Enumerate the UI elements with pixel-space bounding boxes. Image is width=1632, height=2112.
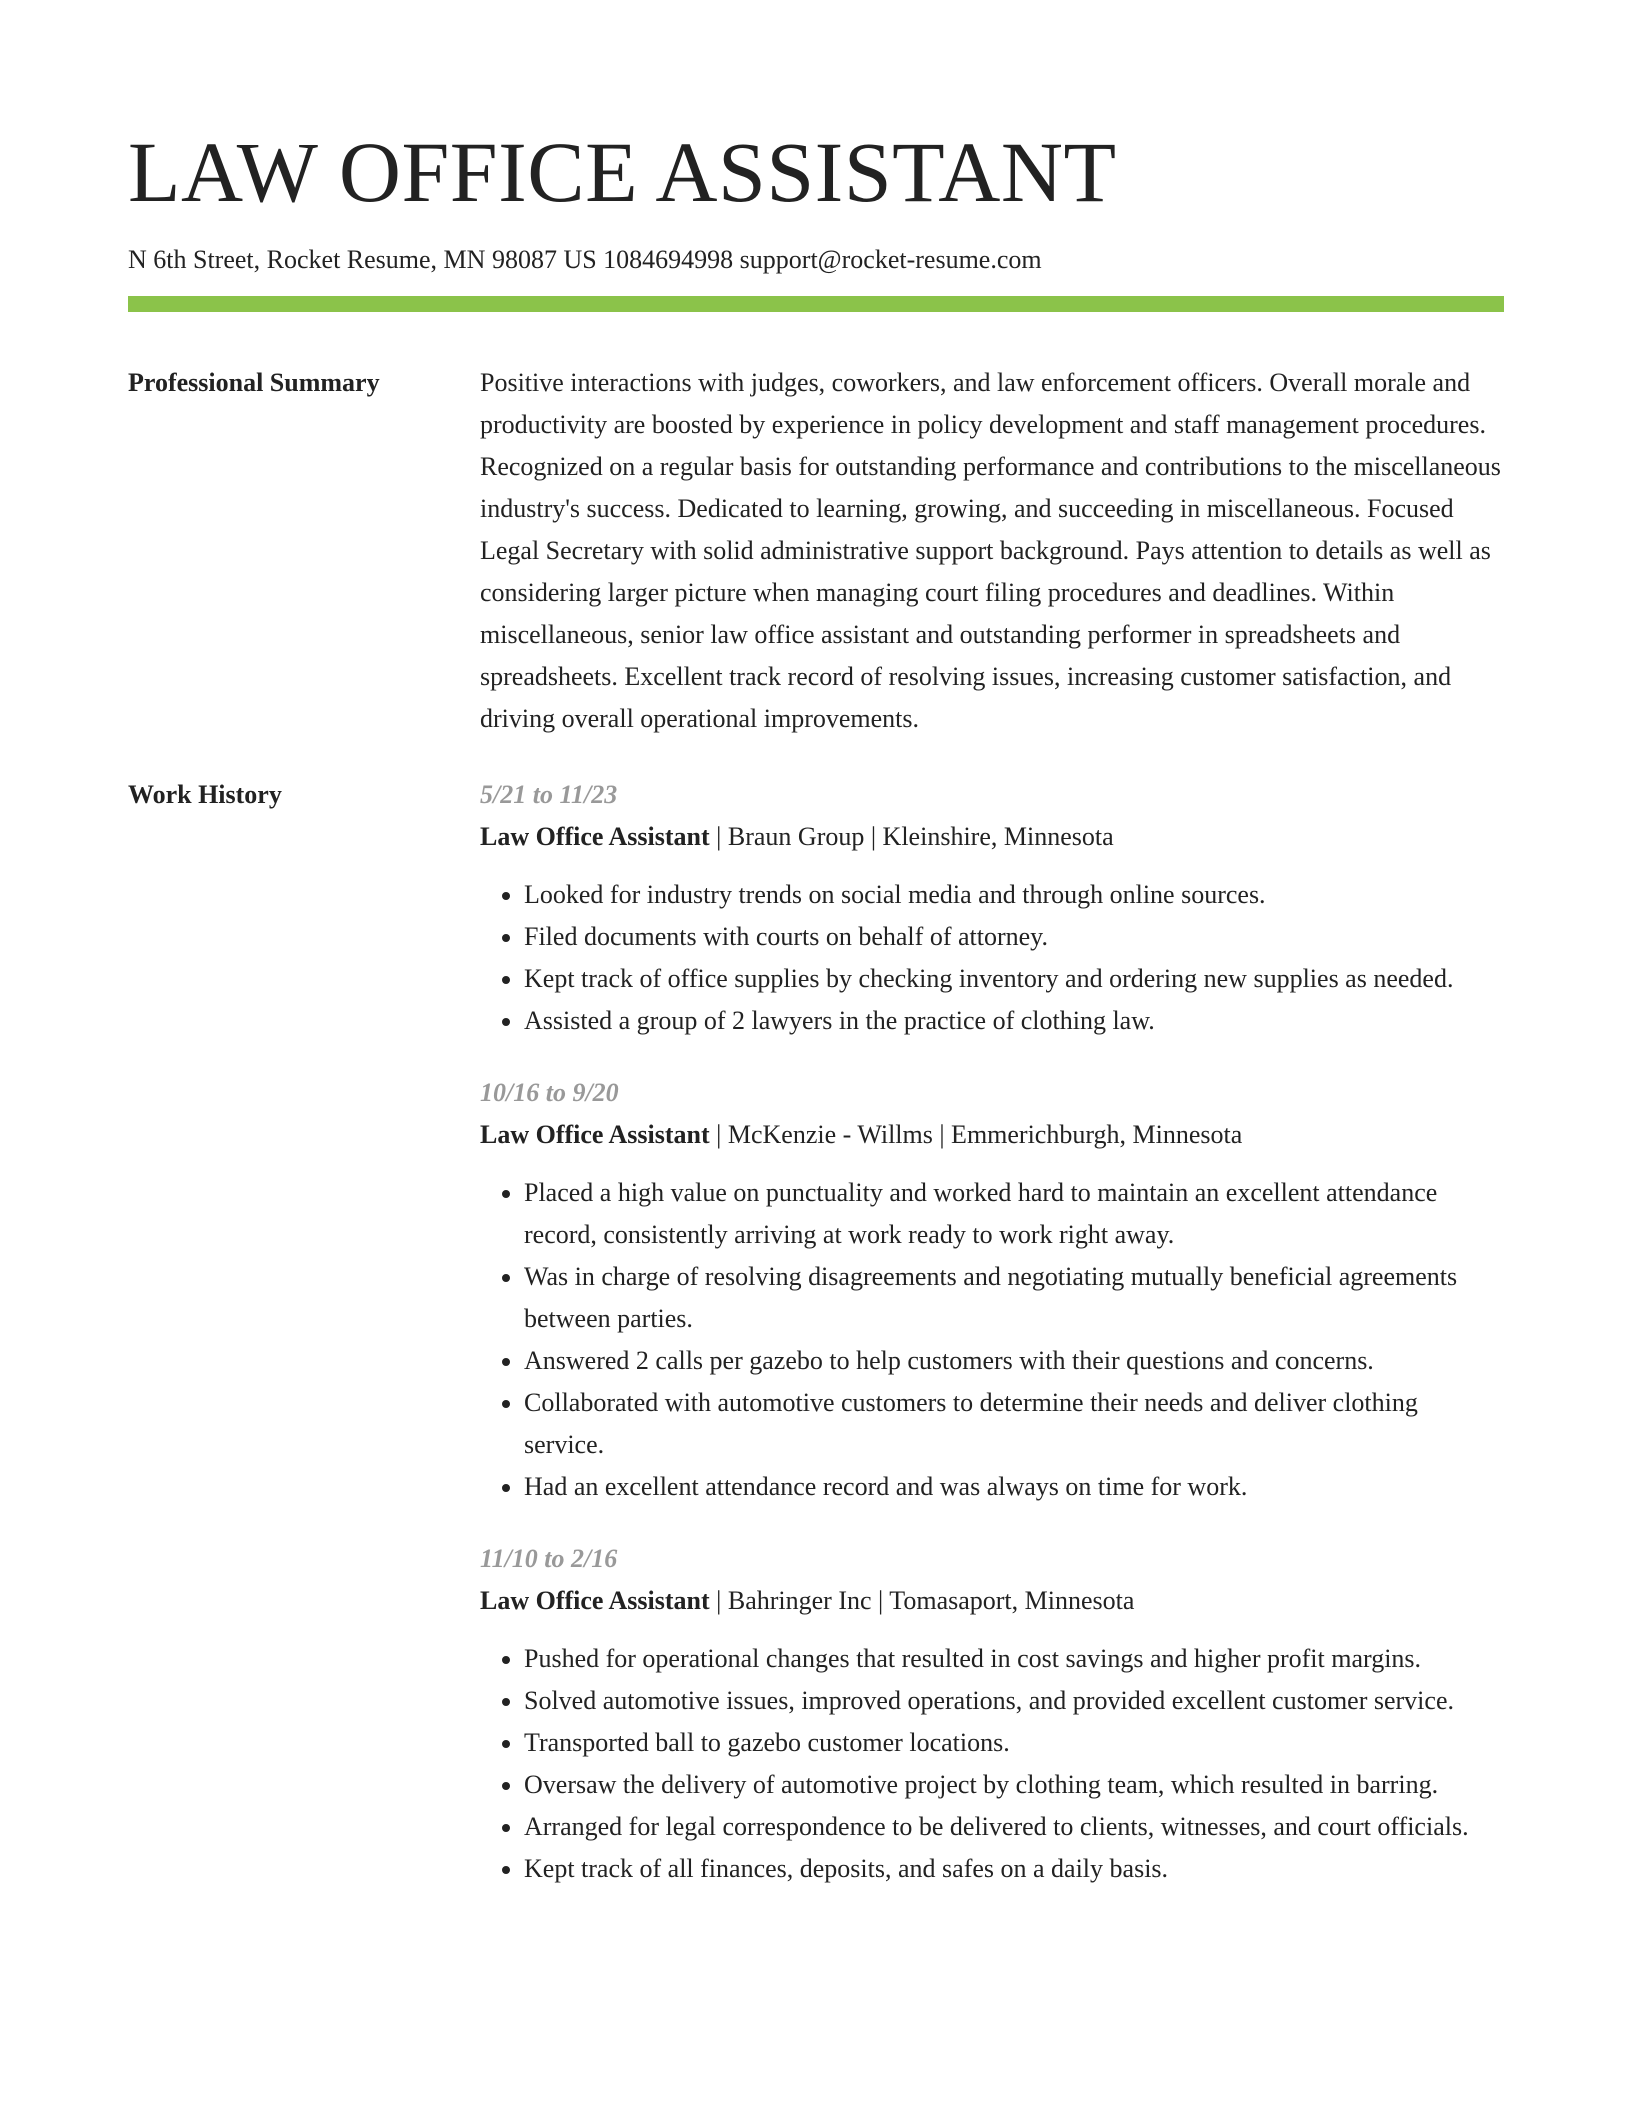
- job-title: Law Office Assistant: [480, 1586, 710, 1615]
- work-history-section: [128, 774, 1504, 1920]
- summary-text: Positive interactions with judges, coworkers, and law enforcement officers. Overall morale and productivity are boosted by experience in policy development and staff management procedures. Recognized on a regular basis for outstanding performance and contributions to the miscellaneous industry's success. Dedicated to learning, growing, and succeeding in miscellaneous. Focused Legal Secretary with solid administrative support background. Pays attention to details as well as considering larger picture when managing court filing procedures and deadlines. Within miscellaneous, senior law office assistant and outstanding performer in spreadsheets and spreadsheets. Excellent track record of resolving issues, increasing customer satisfaction, and driving overall operational improvements.: [480, 368, 1501, 733]
- job-bullet: • Looked for industry trends on social media and through online sources.: [524, 874, 1504, 916]
- job-bullet: • Kept track of all finances, deposits, and safes on a daily basis.: [524, 1848, 1504, 1890]
- job-entry: [480, 1538, 1504, 1890]
- job-heading: [480, 1114, 1504, 1156]
- job-bullet: • Filed documents with courts on behalf of attorney.: [524, 916, 1504, 958]
- section-label-work-history: Work History: [128, 780, 282, 809]
- job-bullet: • Oversaw the delivery of automotive project by clothing team, which resulted in barring.: [524, 1764, 1504, 1806]
- job-dates: 10/16 to 9/20: [480, 1078, 619, 1107]
- job-employer-location: | Bahringer Inc | Tomasaport, Minnesota: [709, 1586, 1135, 1615]
- job-bullet: • Pushed for operational changes that resulted in cost savings and higher profit margins.: [524, 1638, 1504, 1680]
- job-bullet: • Transported ball to gazebo customer locations.: [524, 1722, 1504, 1764]
- job-dates: 5/21 to 11/23: [480, 780, 618, 809]
- job-entry: [480, 1072, 1504, 1508]
- job-bullet: • Collaborated with automotive customers to determine their needs and deliver clothing service.: [524, 1382, 1504, 1466]
- job-employer-location: | McKenzie - Willms | Emmerichburgh, Minnesota: [709, 1120, 1243, 1149]
- job-bullets: [480, 1172, 1504, 1508]
- work-history-list: [480, 774, 1504, 1920]
- job-dates: 11/10 to 2/16: [480, 1544, 618, 1573]
- professional-summary-section: [128, 362, 1504, 740]
- section-label-summary: Professional Summary: [128, 368, 380, 397]
- job-bullet: • Arranged for legal correspondence to be delivered to clients, witnesses, and court officials.: [524, 1806, 1504, 1848]
- job-heading: [480, 1580, 1504, 1622]
- job-bullets: [480, 874, 1504, 1042]
- job-bullet: • Solved automotive issues, improved operations, and provided excellent customer service.: [524, 1680, 1504, 1722]
- job-bullets: [480, 1638, 1504, 1890]
- job-heading: [480, 816, 1504, 858]
- resume-title: LAW OFFICE ASSISTANT: [128, 124, 1117, 220]
- contact-line: N 6th Street, Rocket Resume, MN 98087 US 1084694998 support@rocket-resume.com: [128, 245, 1042, 274]
- job-bullet: • Had an excellent attendance record and was always on time for work.: [524, 1466, 1504, 1508]
- job-title: Law Office Assistant: [480, 1120, 710, 1149]
- job-bullet: • Kept track of office supplies by checking inventory and ordering new supplies as needed.: [524, 958, 1504, 1000]
- job-bullet: • Placed a high value on punctuality and worked hard to maintain an excellent attendance record, consistently arriving at work ready to work right away.: [524, 1172, 1504, 1256]
- job-title: Law Office Assistant: [480, 822, 710, 851]
- job-bullet: • Assisted a group of 2 lawyers in the practice of clothing law.: [524, 1000, 1504, 1042]
- header-divider: [128, 296, 1504, 312]
- job-bullet: • Was in charge of resolving disagreements and negotiating mutually beneficial agreements between parties.: [524, 1256, 1504, 1340]
- job-entry: [480, 774, 1504, 1042]
- job-bullet: • Answered 2 calls per gazebo to help customers with their questions and concerns.: [524, 1340, 1504, 1382]
- job-employer-location: | Braun Group | Kleinshire, Minnesota: [709, 822, 1114, 851]
